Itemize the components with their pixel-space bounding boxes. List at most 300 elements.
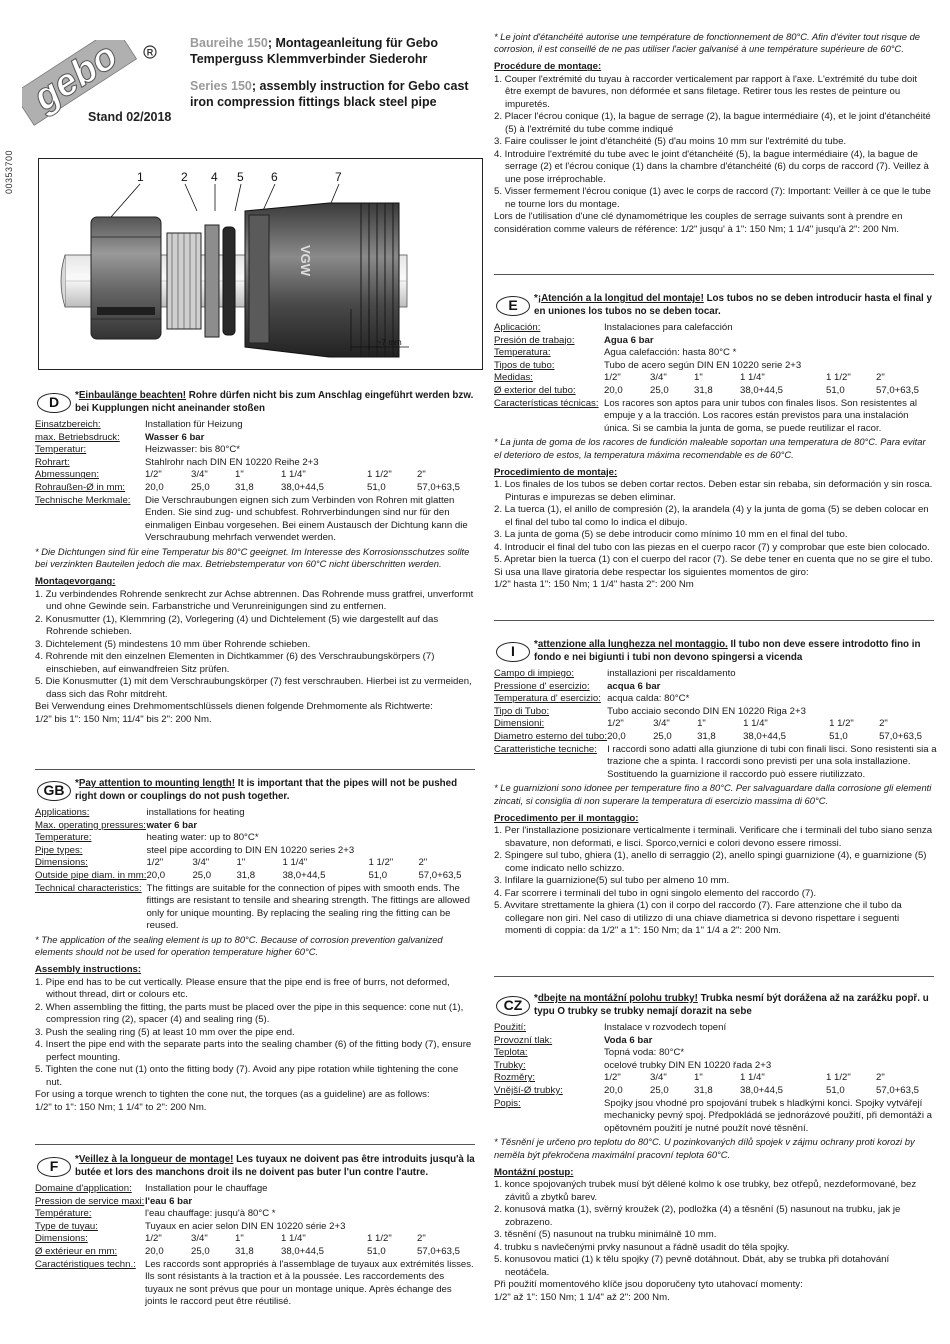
torque-text: 1/2" bis 1": 150 Nm; 11/4" bis 2": 200 Nm. [35, 713, 212, 725]
dimension-cell: 1/2" [145, 1233, 162, 1245]
procedure-steps [494, 74, 934, 212]
dimension-cell: 1 1/2" [826, 1072, 851, 1084]
spec-key: Ø extérieur en mm: [35, 1245, 118, 1257]
section-heading [494, 993, 934, 1019]
procedure-step: 2. Spingere sul tubo, ghiera (1), anello di serraggio (2), anello spingi guarnizione (4), e guarnizione (5) come indicato nello schizzo. [494, 850, 927, 874]
dimension-cell: 57,0+63,5 [879, 730, 923, 742]
language-badge: GB [37, 781, 71, 801]
spec-key: Características técnicas: [494, 397, 599, 409]
spec-value: Tubo de acero según DIN EN 10220 serie 2+3 [604, 359, 802, 371]
procedure-step: 4. Introducir el final del tubo con las piezas en el cuerpo racor (7) y comprobar que este bien colocado. [494, 541, 930, 553]
spec-key: Pression de service maxi: [35, 1195, 145, 1207]
spec-row [35, 469, 475, 482]
spec-key: Abmessungen: [35, 469, 99, 481]
spec-row [494, 1047, 934, 1060]
procedure-step: 4. Rohrende mit den einzelnen Elementen in Dichtkammer (6) des Verschraubungskörpers (7) einschieben, auf einwandfreien Sitz prüfen. [35, 651, 435, 675]
spec-key: Applications: [35, 807, 90, 818]
dimension-cell: 25,0 [650, 1084, 669, 1096]
procedure-step: 3. Faire coulisser le joint d'étanchéité (5) d'au moins 10 mm sur l'extrémité du tube. [494, 136, 847, 148]
procedure-step: 3. La junta de goma (5) se debe introducir como mínimo 10 mm en el final del tubo. [494, 529, 848, 541]
procedure-step: 5. Avvitare strettamente la ghiera (1) con il corpo del raccordo (7). Fare attenzione che il tubo da collegare non giri. Nel caso di utilizzo di una chiave diametrica si devono rispettare i seguenti momenti di coppia: da 1/2" a 1": 150 Nm; da 1" 1/4 a 2": 200 Nm. [494, 900, 902, 937]
procedure-step: 2. La tuerca (1), el anillo de compresión (2), la arandela (4) y la junta de goma (5) se deben colocar en el final del tubo tal como lo indica el dibujo. [494, 504, 929, 528]
torque-text: 1/2" to 1": 150 Nm; 1 1/4" to 2": 200 Nm. [35, 1101, 207, 1113]
spec-key: Pressione d' esercizio: [494, 680, 590, 692]
dimension-cell: 1 1/4" [281, 1233, 306, 1245]
procedure-step: 3. Dichtelement (5) mindestens 10 mm über Rohrende schieben. [35, 638, 311, 650]
spec-row [494, 347, 934, 360]
dimension-cell: 1" [235, 469, 244, 481]
section-de [35, 390, 475, 726]
dimension-cell: 1 1/4" [740, 1072, 765, 1084]
divider [494, 976, 934, 977]
section-heading [494, 639, 934, 665]
heading-underlined: attenzione alla lunghezza nel montaggio. [537, 639, 728, 650]
spec-value: water 6 bar [146, 819, 198, 831]
section-heading [35, 778, 475, 804]
section-fr [35, 1154, 475, 1309]
spec-key: Campo di impiego: [494, 668, 574, 679]
spec-key: Rozměry: [494, 1072, 536, 1084]
spec-row [35, 820, 476, 833]
dimension-cell: 25,0 [192, 869, 212, 881]
procedure-step: 4. Introduire l'extrémité du tube avec le joint d'étanchéité (5), la bague intermédiaire (4), la bague de serrage (2) et l'écrou conique (1) dans la chambre d'étanchéité (6) du corps de raccord (7). Veillez à une pose irréprochable. [494, 148, 929, 185]
spec-key: Diametro esterno del tubo: [494, 730, 608, 742]
spec-key: Ø exterior del tubo: [494, 384, 576, 396]
spec-key: Dimensions: [35, 857, 88, 869]
procedure-step: 2. Konusmutter (1), Klemmring (2), Vorlegering (4) und Dichtelement (5) wie dargestellt auf das Rohrende schieben. [35, 613, 439, 638]
spec-value: Spojky jsou vhodné pro spojování trubek s hladkými konci. Spojky vytvářejí mechanicky pevný spoj. Předpokládá se jednorázové použití, při demontáži a opětovném použití je nutné použít nové těsnění. [604, 1097, 932, 1134]
dimension-cell: 2" [876, 1072, 885, 1084]
spec-value [604, 1072, 934, 1085]
dimension-cell: 3/4" [191, 1233, 208, 1245]
procedure-step: 5. Visser fermement l'écrou conique (1) avec le corps de raccord (7): Important: Veiller à ce que le tube ne tourne lors du montage. [494, 186, 931, 210]
dimension-values [607, 731, 937, 744]
spec-table [494, 322, 934, 435]
spec-value: Agua 6 bar [604, 334, 654, 346]
spec-value: Installation pour le chauffage [145, 1183, 268, 1194]
svg-text:gebo: gebo [26, 40, 126, 120]
spec-value [604, 385, 934, 398]
spec-key: Température: [35, 1208, 92, 1220]
spec-key: Caractéristiques techn.: [35, 1258, 136, 1270]
temperature-note: * Těsnění je určeno pro teplotu do 80°C. U pozinkovaných dílů spojek v zájmu ochrany proti korozi by neměla být překročena maximální pracovní teplota 60°C. [494, 1136, 915, 1160]
dimension-cell: 2" [417, 1233, 426, 1245]
spec-value [607, 731, 937, 744]
spec-row [35, 1208, 475, 1221]
dimension-cell: 31,8 [694, 384, 713, 396]
spec-row [35, 444, 475, 457]
dimension-cell: 1/2" [604, 1072, 621, 1084]
spec-row [494, 398, 934, 436]
asterisk: * [534, 993, 538, 1004]
dimension-cell: 38,0+44,5 [740, 1084, 783, 1096]
spec-value [145, 1233, 475, 1246]
spec-table [494, 1022, 934, 1135]
language-badge: E [496, 296, 530, 316]
spec-value [146, 870, 476, 883]
asterisk: * [75, 778, 79, 789]
dimension-cell: 31,8 [697, 730, 716, 742]
spec-key: Temperatura d' esercizio: [494, 693, 601, 705]
spec-key: Max. operating pressures: [35, 819, 146, 831]
dimension-cell: 25,0 [653, 730, 672, 742]
dimension-cell: 20,0 [145, 1245, 164, 1257]
spec-key: Medidas: [494, 372, 533, 384]
spec-row [494, 372, 934, 385]
heading-text: It is important that the pipes will not be pushed right down or couplings do not push together. [75, 778, 458, 802]
procedure-step: 3. těsnění (5) nasunout na trubku minimálně 10 mm. [494, 1229, 717, 1241]
dimension-cell: 20,0 [145, 481, 164, 493]
dimension-cell: 1 1/4" [740, 372, 765, 384]
spec-key: Vnější-Ø trubky: [494, 1084, 563, 1096]
spec-value: heating water: up to 80°C* [146, 832, 259, 844]
spec-row [35, 845, 476, 858]
spec-table [35, 419, 475, 545]
section-fr-continued [494, 30, 934, 236]
dimension-cell: 38,0+44,5 [743, 730, 787, 742]
dimension-cell: 51,0 [826, 384, 845, 396]
dimension-cell: 51,0 [368, 869, 388, 881]
dimension-values [604, 1072, 934, 1085]
section-it [494, 639, 937, 938]
dimension-cell: 20,0 [607, 730, 626, 742]
spec-value: I raccordi sono adatti alla giunzione di tubi con finali lisci. Sono resistenti sia a trazione che a spinta. I raccordi sono previsti per una sola installazione. Sostituendo la guarnizione il raccordo può essere riutilizzato. [607, 743, 937, 780]
spec-row [35, 419, 475, 432]
heading-text: Rohre dürfen nicht bis zum Anschlag eingeführt werden bzw. bei Kupplungen nicht aneinander stoßen [75, 390, 474, 414]
spec-row [494, 1022, 934, 1035]
language-badge: F [37, 1157, 71, 1177]
spec-row [35, 883, 476, 933]
title-de: Baureihe 150; Montageanleitung für Gebo Temperguss Klemmverbinder Siederohr [190, 36, 438, 66]
spec-row [494, 1035, 934, 1048]
svg-text:R: R [146, 47, 154, 58]
spec-row [494, 706, 937, 719]
dimension-cell: 1 1/4" [282, 857, 308, 869]
dimension-label: ~7 mm [377, 338, 402, 347]
dimension-cell: 57,0+63,5 [876, 384, 919, 396]
spec-value: acqua calda: 80°C* [607, 693, 690, 705]
spec-row [494, 1060, 934, 1073]
dimension-cell: 31,8 [694, 1084, 713, 1096]
torque-text: For using a torque wrench to tighten the cone nut, the torques (as a guideline) are as follows: [35, 1089, 430, 1101]
dimension-values [145, 1246, 475, 1259]
dimension-cell: 3/4" [653, 718, 670, 730]
spec-key: Tipos de tubo: [494, 359, 555, 371]
section-cz [494, 993, 934, 1304]
spec-value: Instalaciones para calefacción [604, 322, 733, 333]
spec-row [35, 1196, 475, 1209]
language-badge: D [37, 393, 71, 413]
heading-text: Los tubos no se deben introducir hasta el final y en uniones los tubos no se deben tocar. [534, 293, 932, 317]
procedure-step: 1. Couper l'extrémité du tuyau à raccorder verticalement par rapport à l'axe. L'extrémité du tube doit être exempt de bavures, non déformée et sans filetage. Retirer tous les restes de peinture ou impuretés. [494, 73, 918, 110]
dimension-cell: 51,0 [826, 1084, 845, 1096]
spec-value: Wasser 6 bar [145, 431, 205, 443]
dimension-cell: 1 1/2" [826, 372, 851, 384]
dimension-cell: 57,0+63,5 [418, 869, 462, 881]
procedure-steps [35, 977, 475, 1090]
procedure-step: 4. Far scorrere i terminali del tubo in ogni singolo elemento del raccordo (7). [494, 887, 817, 899]
dimension-cell: 1 1/4" [743, 718, 768, 730]
spec-key: Domaine d'application: [35, 1183, 132, 1194]
procedure-step: 5. Apretar bien la tuerca (1) con el cuerpo del racor (7). Se debe tener en cuenta que no se gire el tubo. [494, 554, 933, 566]
callout-2: 2 [181, 170, 188, 184]
spec-row [35, 832, 476, 845]
spec-key: max. Betriebsdruck: [35, 431, 120, 443]
divider [35, 1144, 475, 1145]
spec-key: Technische Merkmale: [35, 494, 131, 506]
procedure-step: 1. Pipe end has to be cut vertically. Please ensure that the pipe end is free of burrs, not deformed, without thread, dirt or colours etc. [35, 976, 450, 1001]
asterisk: * [75, 1154, 79, 1165]
procedure-title: Montážní postup: [494, 1166, 574, 1178]
dimension-cell: 25,0 [650, 384, 669, 396]
spec-value: Voda 6 bar [604, 1034, 653, 1046]
asterisk: * [534, 639, 538, 650]
spec-key: Technical characteristics: [35, 882, 142, 894]
dimension-cell: 1 1/2" [368, 857, 394, 869]
spec-row [35, 457, 475, 470]
divider [35, 769, 475, 770]
dimension-cell: 38,0+44,5 [281, 481, 324, 493]
spec-key: Pipe types: [35, 844, 83, 856]
procedure-title: Procédure de montage: [494, 61, 602, 73]
heading-underlined: Pay attention to mounting length! [78, 778, 236, 789]
spec-key: Dimensions: [35, 1233, 88, 1245]
document-number: 00353700 [4, 150, 14, 195]
dimension-cell: 31,8 [236, 869, 256, 881]
language-badge: CZ [496, 996, 530, 1016]
spec-row [494, 681, 937, 694]
procedure-step: 5. Die Konusmutter (1) mit dem Verschraubungskörper (7) fest verschrauben. Hierbei ist zu vermeiden, dass sich das Rohr mitdreht. [35, 676, 472, 700]
spec-value: Topná voda: 80°C* [604, 1047, 685, 1059]
spec-row [494, 693, 937, 706]
spec-value: Die Verschraubungen eignen sich zum Verbinden von Rohren mit glatten Enden. Sie sind zug- und schubfest. Rohrverbindungen sind nur für den einmaligen Einbau vorgesehen. Bei einem Austausch der Dichtung kann die Verschraubung mehrfach verwendet werden. [145, 494, 468, 544]
asterisk: * [75, 390, 79, 401]
spec-value [607, 718, 937, 731]
spec-value [604, 372, 934, 385]
dimension-cell: 1" [236, 857, 246, 869]
spec-row [494, 1085, 934, 1098]
spec-row [494, 1098, 934, 1136]
dimension-values [145, 469, 475, 482]
callout-1: 1 [137, 170, 144, 184]
dimension-cell: 3/4" [192, 857, 210, 869]
spec-value [145, 482, 475, 495]
dimension-values [145, 482, 475, 495]
spec-value: The fittings are suitable for the connection of pipes with smooth ends. The fittings are resistant to tensile and shearing strength. The fittings are allowed only for unique mounting. By replacing the sealing ring the fitting can be reused. [146, 882, 470, 932]
heading-text: Trubka nesmí být dorážena až na zarážku popř. u typu O trubky se trubky nemají dorazit na sebe [534, 993, 929, 1017]
revision-stand: Stand 02/2018 [88, 110, 172, 124]
spec-value: ocelové trubky DIN EN 10220 řada 2+3 [604, 1059, 772, 1071]
spec-value [145, 469, 475, 482]
dimension-cell: 51,0 [367, 1245, 386, 1257]
spec-row [494, 335, 934, 348]
spec-row [35, 1233, 475, 1246]
body-marking: VGW [298, 245, 313, 277]
procedure-steps [35, 589, 475, 702]
spec-row [494, 731, 937, 744]
spec-row [35, 482, 475, 495]
callout-5: 5 [237, 170, 244, 184]
torque-text: Při použití momentového klíče jsou doporučeny tyto utahovací momenty: [494, 1279, 803, 1291]
temperature-note: * Le guarnizioni sono idonee per temperature fino a 80°C. Per salvaguardare dalla corrosione gli elementi zincati, si consiglia di non superare la temperatura di esercizio massima di 60°C. [494, 782, 932, 806]
spec-table [494, 668, 937, 781]
spec-value: Tuyaux en acier selon DIN EN 10220 série 2+3 [145, 1220, 346, 1232]
dimension-cell: 1/2" [146, 857, 164, 869]
section-es [494, 293, 934, 592]
spec-value: installations for heating [146, 807, 245, 818]
dimension-cell: 51,0 [829, 730, 848, 742]
dimension-cell: 3/4" [650, 372, 667, 384]
spec-value: Tubo acciaio secondo DIN EN 10220 Riga 2+3 [607, 705, 806, 717]
dimension-cell: 1" [235, 1233, 244, 1245]
dimension-values [145, 1233, 475, 1246]
procedure-step: 4. trubku s navlečenými prvky nasunout a řádně usadit do těla spojky. [494, 1241, 790, 1253]
section-heading [35, 1154, 475, 1180]
procedure-step: 2. Placer l'écrou conique (1), la bague de serrage (2), la bague intermédiaire (4), et le joint d'étanchéité (5) à l'extrémité du tube comme indiqué [494, 111, 931, 135]
divider [494, 274, 934, 275]
spec-row [494, 360, 934, 373]
spec-row [35, 1221, 475, 1234]
procedure-step: 5. konusovou matici (1) k tělu spojky (7) pevně dotáhnout. Dbát, aby se trubka při dotahování neotáčela. [494, 1254, 890, 1278]
spec-value: l'eau 6 bar [145, 1195, 193, 1207]
asterisk: * [534, 293, 538, 304]
spec-row [35, 495, 475, 545]
torque-text: 1/2" až 1": 150 Nm; 1 1/4" až 2": 200 Nm. [494, 1291, 670, 1303]
torque-text: Bei Verwendung eines Drehmomentschlüssels dienen folgende Drehmomente als Richtwerte: [35, 701, 433, 713]
spec-key: Temperatura: [494, 347, 551, 359]
dimension-cell: 1 1/2" [829, 718, 854, 730]
fitting-drawing [38, 158, 483, 370]
procedure-title: Procedimento per il montaggio: [494, 812, 639, 824]
language-badge: I [496, 642, 530, 662]
procedure-steps [494, 1179, 934, 1279]
dimension-values [604, 1085, 934, 1098]
temperature-note: * Die Dichtungen sind für eine Temperatur bis 80°C geeignet. Im Interesse des Korrosionsschutzes sollte bei verzinkten Bauteilen jedoch die max. Betriebstemperatur von 60°C nicht überschritten werden. [35, 545, 470, 570]
spec-key: Type de tuyau: [35, 1220, 98, 1232]
spec-key: Popis: [494, 1097, 521, 1109]
heading-underlined: ¡Atención a la longitud del montaje! [537, 293, 704, 304]
spec-key: Temperatur: [35, 444, 87, 456]
spec-value: Agua calefacción: hasta 80°C * [604, 347, 737, 359]
callout-7: 7 [335, 170, 342, 184]
spec-value: acqua 6 bar [607, 680, 661, 692]
procedure-step: 5. Tighten the cone nut (1) onto the fitting body (7). Avoid any pipe rotation while tightening the cone nut. [35, 1064, 459, 1088]
heading-underlined: dbejte na montážní polohu trubky! [537, 993, 698, 1004]
spec-row [494, 718, 937, 731]
spec-key: Provozní tlak: [494, 1034, 553, 1046]
spec-row [35, 870, 476, 883]
procedure-steps [494, 825, 934, 938]
section-gb [35, 778, 475, 1114]
spec-key: Rohraußen-Ø in mm: [35, 481, 126, 493]
spec-key: Teplota: [494, 1047, 528, 1059]
dimension-cell: 25,0 [191, 481, 210, 493]
spec-key: Použití: [494, 1022, 526, 1033]
dimension-cell: 1 1/4" [281, 469, 306, 481]
heading-text: Il tubo non deve essere introdotto fino in fondo e nei bigiunti i tubi non devono spingersi a vicenda [534, 639, 921, 663]
spec-table [35, 1183, 475, 1309]
spec-row [35, 1246, 475, 1259]
spec-key: Aplicación: [494, 322, 541, 333]
dimension-cell: 1" [697, 718, 706, 730]
dimension-cell: 20,0 [146, 869, 166, 881]
procedure-title: Procedimiento de montaje: [494, 466, 618, 478]
dimension-cell: 31,8 [235, 1245, 254, 1257]
heading-underlined: Veillez à la longueur de montage! [78, 1154, 234, 1165]
divider [494, 620, 934, 621]
spec-row [35, 1183, 475, 1196]
dimension-cell: 3/4" [191, 469, 208, 481]
spec-key: Einsatzbereich: [35, 419, 101, 430]
temperature-note: * The application of the sealing element is up to 80°C. Because of corrosion prevention galvanized elements should not be used for operation temperature higher 60°C. [35, 933, 443, 958]
spec-key: Presión de trabajo: [494, 334, 575, 346]
dimension-cell: 38,0+44,5 [281, 1245, 324, 1257]
dimension-cell: 1/2" [607, 718, 624, 730]
spec-key: Outside pipe diam. in mm: [35, 869, 147, 881]
spec-value: Los racores son aptos para unir tubos con finales lisos. Son resistentes al empuje y a la tracción. Los racores están previstos para una instalación única. Si se cambia la junta de goma, se puede reutilizar el racor. [604, 397, 918, 434]
spec-value: l'eau chauffage: jusqu'à 80°C * [145, 1208, 276, 1220]
spec-value: Installation für Heizung [145, 419, 243, 430]
title-en: Series 150; assembly instruction for Gebo cast iron compression fittings black steel pipe [190, 79, 469, 109]
dimension-cell: 51,0 [367, 481, 386, 493]
spec-value: Heizwasser: bis 80°C* [145, 444, 241, 456]
spec-row [35, 807, 476, 820]
dimension-cell: 1 1/2" [367, 1233, 392, 1245]
spec-row [35, 1259, 475, 1309]
dimension-values [146, 857, 476, 870]
spec-row [494, 744, 937, 782]
temperature-note: * Le joint d'étanchéité autorise une température de fonctionnement de 80°C. Afin d'éviter tout risque de corrosion, il est conseillé de ne pas utiliser l'acier galvanisé à une température supérieure de 60°C. [494, 31, 920, 55]
procedure-step: 3. Push the sealing ring (5) at least 10 mm over the pipe end. [35, 1026, 295, 1038]
spec-key: Tipo di Tubo: [494, 705, 550, 717]
spec-value: steel pipe according to DIN EN 10220 series 2+3 [146, 844, 355, 856]
dimension-cell: 20,0 [604, 384, 623, 396]
spec-row [35, 857, 476, 870]
dimension-cell: 25,0 [191, 1245, 210, 1257]
spec-value [604, 1085, 934, 1098]
section-heading [35, 390, 475, 416]
spec-table [35, 807, 476, 933]
procedure-step: 4. Insert the pipe end with the separate parts into the sealing chamber (6) of the fitting body (7), ensure perfect mounting. [35, 1039, 472, 1063]
spec-value: Les raccords sont appropriés à l'assemblage de tuyaux aux extrémités lisses. Ils sont résistants à la traction et à la poussée. Les raccordements des tuyaux ne sont prévus que pour un montage unique. Après échange des joints le raccord peut être réutilisé. [145, 1258, 474, 1308]
callout-6: 6 [271, 170, 278, 184]
procedure-step: 2. When assembling the fitting, the parts must be placed over the pipe in this sequence: cone nut (1), compression ring (2), spacer (4) and sealing ring (5). [35, 1001, 464, 1026]
procedure-steps [494, 479, 934, 567]
dimension-cell: 38,0+44,5 [282, 869, 326, 881]
procedure-step: 1. konce spojovaných trubek musí být dělené kolmo k ose trubky, bez otřepů, nezdeformované, bez závitů a zbytků barev. [494, 1179, 917, 1203]
torque-text: Si usa una llave giratoria debe respectar los siguientes momentos de giro: [494, 566, 809, 578]
spec-key: Caratteristiche tecniche: [494, 743, 597, 755]
dimension-values [604, 372, 934, 385]
dimension-cell: 38,0+44,5 [740, 384, 783, 396]
spec-row [494, 668, 937, 681]
dimension-cell: 57,0+63,5 [417, 1245, 460, 1257]
spec-value [145, 1246, 475, 1259]
spec-row [494, 322, 934, 335]
spec-key: Dimensioni: [494, 718, 545, 730]
spec-key: Trubky: [494, 1059, 526, 1071]
dimension-cell: 1 1/2" [367, 469, 392, 481]
dimension-values [146, 870, 476, 883]
spec-row [35, 432, 475, 445]
procedure-step: 1. Los finales de los tubos se deben cortar rectos. Deben estar sin rebaba, sin deformación y sin rosca. Pinturas e impurezas se deben eliminar. [494, 479, 933, 503]
dimension-cell: 1/2" [145, 469, 162, 481]
dimension-cell: 2" [876, 372, 885, 384]
dimension-cell: 20,0 [604, 1084, 623, 1096]
procedure-title: Montagevorgang: [35, 576, 116, 588]
spec-key: Rohrart: [35, 456, 70, 468]
spec-key: Temperature: [35, 832, 92, 844]
